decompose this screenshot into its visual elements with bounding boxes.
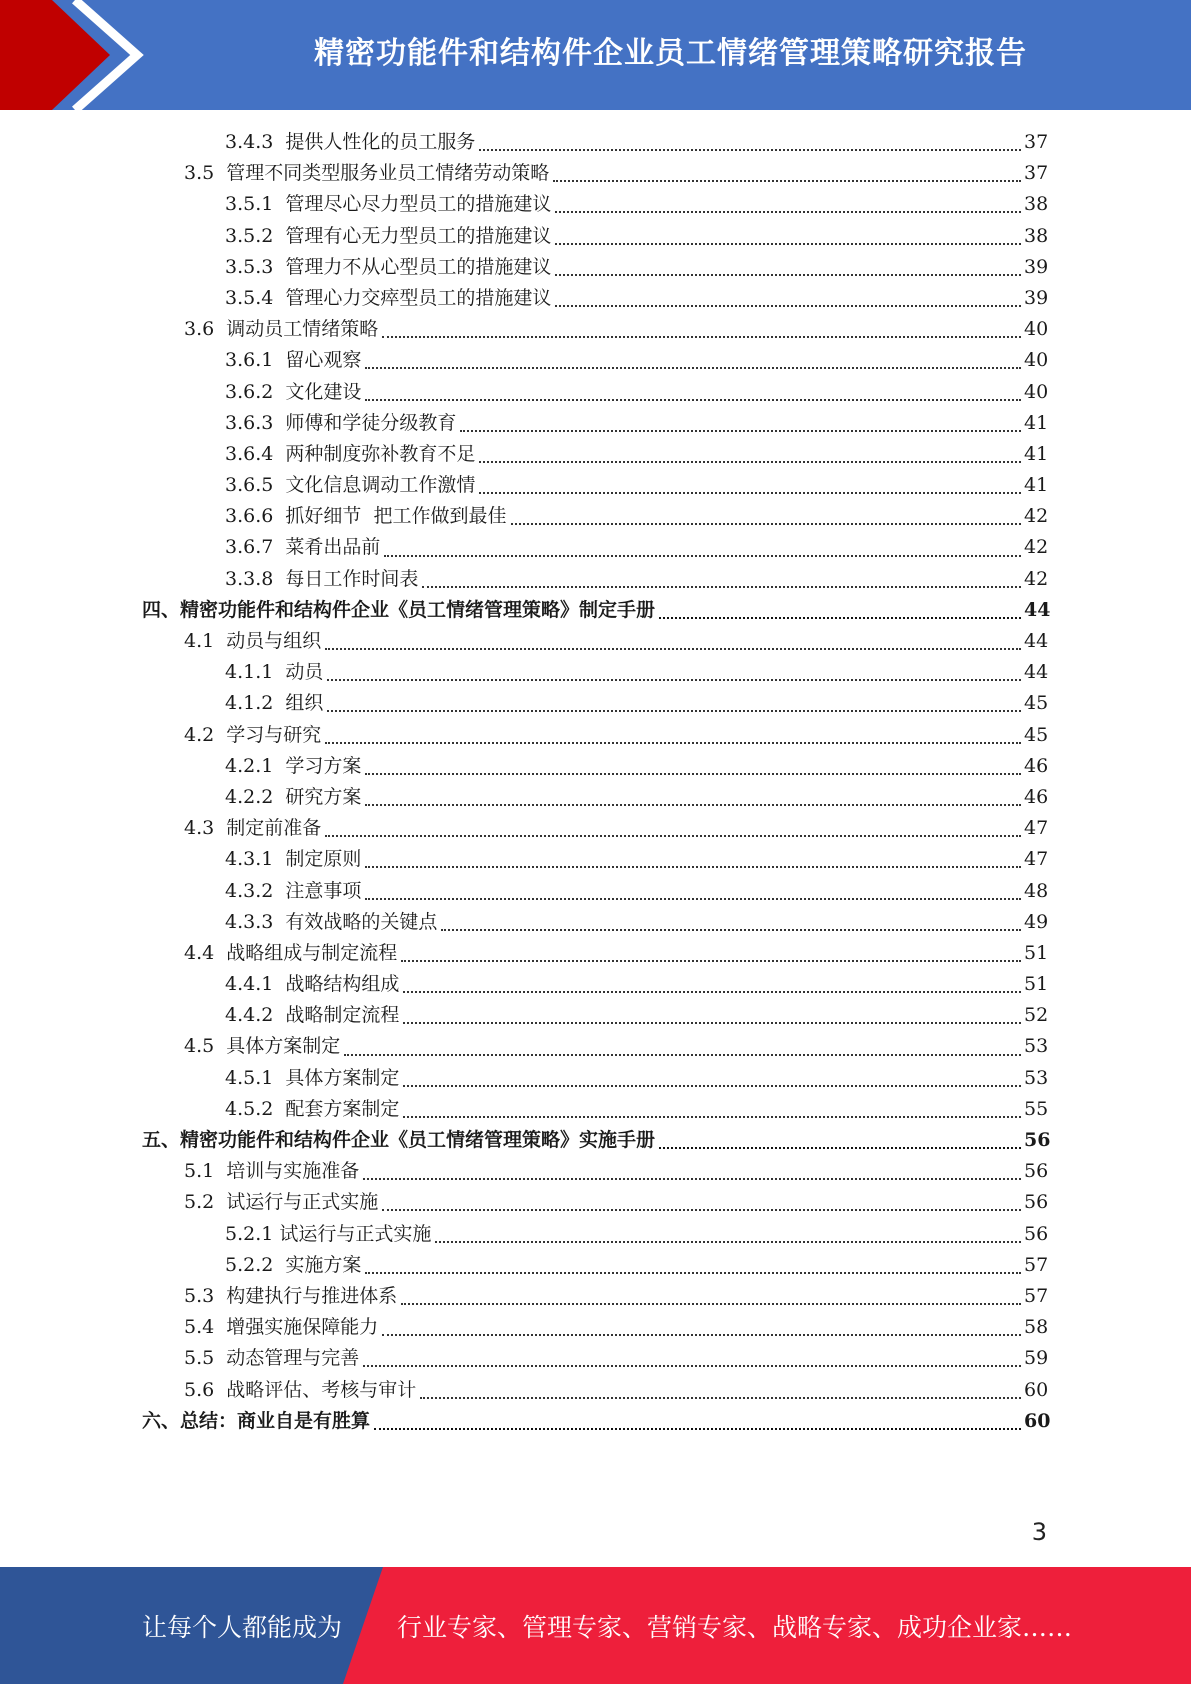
toc-entry-page: 47 bbox=[1024, 817, 1049, 840]
toc-dot-leader bbox=[327, 678, 1021, 681]
toc-entry-page: 46 bbox=[1024, 754, 1049, 777]
toc-entry-page: 52 bbox=[1024, 1004, 1049, 1027]
toc-entry-title: 四、精密功能件和结构件企业《员工情绪管理策略》制定手册 bbox=[142, 598, 656, 621]
toc-entry-page: 42 bbox=[1024, 567, 1049, 590]
toc-entry[interactable] bbox=[0, 1031, 1191, 1062]
toc-entry-page: 45 bbox=[1024, 692, 1049, 715]
toc-entry-page: 48 bbox=[1024, 879, 1049, 902]
toc-entry[interactable] bbox=[0, 1219, 1191, 1250]
page-number: 3 bbox=[1031, 1518, 1047, 1546]
toc-entry-page: 60 bbox=[1024, 1378, 1049, 1401]
toc-entry-page: 42 bbox=[1024, 505, 1049, 528]
toc-dot-leader bbox=[365, 772, 1021, 775]
toc-entry-title: 4.3 制定前准备 bbox=[184, 817, 322, 840]
toc-dot-leader bbox=[420, 1396, 1021, 1399]
toc-dot-leader bbox=[659, 1146, 1021, 1149]
toc-entry-title: 4.3.1 制定原则 bbox=[225, 848, 362, 871]
toc-entry[interactable] bbox=[0, 969, 1191, 1000]
toc-entry[interactable] bbox=[0, 688, 1191, 719]
page-header bbox=[0, 0, 1191, 110]
toc-dot-leader bbox=[363, 1177, 1021, 1180]
toc-entry-page: 57 bbox=[1024, 1253, 1049, 1276]
toc-dot-leader bbox=[382, 1333, 1021, 1336]
toc-entry[interactable] bbox=[0, 626, 1191, 657]
toc-entry[interactable] bbox=[0, 1250, 1191, 1281]
toc-entry[interactable] bbox=[0, 907, 1191, 938]
toc-entry[interactable] bbox=[0, 158, 1191, 189]
toc-dot-leader bbox=[365, 1271, 1021, 1274]
toc-entry-page: 59 bbox=[1024, 1347, 1049, 1370]
toc-dot-leader bbox=[479, 148, 1021, 151]
toc-entry[interactable] bbox=[0, 1094, 1191, 1125]
toc-entry[interactable] bbox=[0, 751, 1191, 782]
toc-dot-leader bbox=[553, 179, 1021, 182]
toc-entry[interactable] bbox=[0, 1063, 1191, 1094]
toc-entry-title: 3.5.2 管理有心无力型员工的措施建议 bbox=[225, 224, 552, 247]
toc-entry-page: 58 bbox=[1024, 1316, 1049, 1339]
toc-entry-title: 4.5.1 具体方案制定 bbox=[225, 1066, 400, 1089]
toc-entry[interactable] bbox=[0, 1406, 1191, 1437]
toc-entry-title: 六、总结：商业自是有胜算 bbox=[142, 1409, 371, 1432]
toc-entry-title: 5.2 试运行与正式实施 bbox=[184, 1191, 379, 1214]
toc-entry-page: 51 bbox=[1024, 941, 1049, 964]
toc-entry[interactable] bbox=[0, 564, 1191, 595]
page-title: 精密功能件和结构件企业员工情绪管理策略研究报告 bbox=[314, 36, 1027, 71]
toc-dot-leader bbox=[365, 897, 1021, 900]
toc-entry[interactable] bbox=[0, 813, 1191, 844]
toc-entry-page: 57 bbox=[1024, 1284, 1049, 1307]
toc-entry[interactable] bbox=[0, 345, 1191, 376]
toc-entry-title: 5.2.1 试运行与正式实施 bbox=[225, 1222, 432, 1245]
toc-entry-page: 55 bbox=[1024, 1097, 1049, 1120]
toc-entry[interactable] bbox=[0, 470, 1191, 501]
toc-entry-title: 4.5.2 配套方案制定 bbox=[225, 1097, 400, 1120]
toc-entry[interactable] bbox=[0, 1312, 1191, 1343]
toc-dot-leader bbox=[384, 554, 1021, 557]
toc-entry[interactable] bbox=[0, 1156, 1191, 1187]
footer-slogan-right: 行业专家、管理专家、营销专家、战略专家、成功企业家…… bbox=[397, 1612, 1073, 1642]
toc-entry-page: 56 bbox=[1024, 1129, 1051, 1151]
toc-entry-title: 4.3.2 注意事项 bbox=[225, 879, 362, 902]
toc-dot-leader bbox=[403, 990, 1021, 993]
toc-entry-title: 4.1.2 组织 bbox=[225, 692, 324, 715]
toc-entry[interactable] bbox=[0, 532, 1191, 563]
toc-entry[interactable] bbox=[0, 1343, 1191, 1374]
toc-dot-leader bbox=[555, 304, 1021, 307]
toc-entry-title: 3.4.3 提供人性化的员工服务 bbox=[225, 131, 476, 153]
toc-dot-leader bbox=[441, 928, 1021, 931]
toc-entry-page: 41 bbox=[1024, 474, 1049, 497]
toc-entry-title: 4.1.1 动员 bbox=[225, 661, 324, 684]
toc-entry[interactable] bbox=[0, 189, 1191, 220]
toc-dot-leader bbox=[555, 210, 1021, 213]
toc-entry-title: 5.3 构建执行与推进体系 bbox=[184, 1284, 398, 1307]
toc-entry[interactable] bbox=[0, 657, 1191, 688]
toc-entry-title: 3.6.5 文化信息调动工作激情 bbox=[225, 474, 476, 497]
toc-dot-leader bbox=[555, 273, 1021, 276]
toc-entry-title: 3.5.1 管理尽心尽力型员工的措施建议 bbox=[225, 193, 552, 216]
toc-entry-title: 5.5 动态管理与完善 bbox=[184, 1347, 360, 1370]
toc-dot-leader bbox=[401, 1302, 1021, 1305]
toc-entry-title: 3.6 调动员工情绪策略 bbox=[184, 318, 379, 341]
toc-entry-title: 4.2 学习与研究 bbox=[184, 723, 322, 746]
toc-dot-leader bbox=[403, 1115, 1021, 1118]
toc-dot-leader bbox=[555, 242, 1021, 245]
toc-entry-title: 4.4.1 战略结构组成 bbox=[225, 973, 400, 996]
toc-dot-leader bbox=[365, 803, 1021, 806]
toc-entry-page: 46 bbox=[1024, 785, 1049, 808]
toc-dot-leader bbox=[479, 460, 1021, 463]
toc-entry-title: 3.6.4 两种制度弥补教育不足 bbox=[225, 442, 476, 465]
toc-entry-page: 41 bbox=[1024, 442, 1049, 465]
toc-dot-leader bbox=[325, 741, 1021, 744]
toc-entry-title: 3.5 管理不同类型服务业员工情绪劳动策略 bbox=[184, 162, 550, 185]
toc-dot-leader bbox=[374, 1427, 1021, 1430]
toc-dot-leader bbox=[403, 1021, 1021, 1024]
toc-entry[interactable] bbox=[0, 439, 1191, 470]
toc-entry[interactable] bbox=[0, 1187, 1191, 1218]
toc-entry-page: 38 bbox=[1024, 224, 1049, 247]
toc-entry-title: 4.1 动员与组织 bbox=[184, 630, 322, 652]
toc-entry-page: 44 bbox=[1024, 630, 1049, 652]
toc-entry-page: 38 bbox=[1024, 193, 1049, 216]
toc-entry-title: 5.4 增强实施保障能力 bbox=[184, 1316, 379, 1339]
toc-entry-title: 4.4 战略组成与制定流程 bbox=[184, 941, 398, 964]
toc-entry-title: 4.3.3 有效战略的关键点 bbox=[225, 910, 438, 933]
toc-entry[interactable] bbox=[0, 283, 1191, 314]
toc-entry-title: 5.6 战略评估、考核与审计 bbox=[184, 1378, 417, 1401]
toc-entry-page: 40 bbox=[1024, 318, 1049, 341]
toc-entry[interactable] bbox=[0, 221, 1191, 252]
toc-entry[interactable] bbox=[0, 876, 1191, 907]
toc-entry-page: 42 bbox=[1024, 536, 1049, 559]
toc-entry-page: 44 bbox=[1024, 661, 1049, 684]
toc-entry[interactable] bbox=[0, 782, 1191, 813]
toc-entry-page: 47 bbox=[1024, 848, 1049, 871]
toc-entry-title: 5.2.2 实施方案 bbox=[225, 1253, 362, 1276]
toc-entry-page: 56 bbox=[1024, 1191, 1049, 1214]
toc-entry-title: 3.6.2 文化建设 bbox=[225, 380, 362, 403]
toc-entry-page: 39 bbox=[1024, 286, 1049, 309]
toc-dot-leader bbox=[344, 1053, 1021, 1056]
toc-entry[interactable] bbox=[0, 127, 1191, 158]
toc-entry-title: 3.5.3 管理力不从心型员工的措施建议 bbox=[225, 255, 552, 278]
toc-dot-leader bbox=[401, 959, 1021, 962]
toc-entry[interactable] bbox=[0, 314, 1191, 345]
toc-dot-leader bbox=[325, 647, 1021, 650]
toc-dot-leader bbox=[403, 1084, 1021, 1087]
toc-dot-leader bbox=[460, 429, 1021, 432]
table-of-contents bbox=[0, 127, 1191, 1437]
toc-entry-title: 3.3.8 每日工作时间表 bbox=[225, 567, 419, 590]
toc-dot-leader bbox=[325, 834, 1021, 837]
toc-entry-page: 45 bbox=[1024, 723, 1049, 746]
toc-dot-leader bbox=[479, 491, 1021, 494]
toc-entry-page: 37 bbox=[1024, 162, 1049, 185]
toc-entry-title: 4.4.2 战略制定流程 bbox=[225, 1004, 400, 1027]
toc-entry-page: 60 bbox=[1024, 1409, 1051, 1432]
toc-entry[interactable] bbox=[0, 720, 1191, 751]
toc-entry-title: 3.6.7 菜肴出品前 bbox=[225, 536, 381, 559]
toc-dot-leader bbox=[435, 1240, 1021, 1243]
toc-dot-leader bbox=[365, 398, 1021, 401]
toc-entry[interactable] bbox=[0, 1281, 1191, 1312]
toc-entry-page: 44 bbox=[1024, 598, 1051, 621]
toc-entry[interactable] bbox=[0, 1375, 1191, 1406]
toc-entry-title: 3.6.3 师傅和学徒分级教育 bbox=[225, 411, 457, 434]
toc-entry-page: 37 bbox=[1024, 131, 1049, 153]
toc-entry-page: 39 bbox=[1024, 255, 1049, 278]
toc-entry-page: 41 bbox=[1024, 411, 1049, 434]
toc-entry-title: 3.6.1 留心观察 bbox=[225, 349, 362, 372]
toc-dot-leader bbox=[365, 366, 1021, 369]
toc-entry[interactable] bbox=[0, 501, 1191, 532]
toc-entry[interactable] bbox=[0, 377, 1191, 408]
toc-entry[interactable] bbox=[0, 595, 1191, 626]
toc-entry-page: 51 bbox=[1024, 973, 1049, 996]
toc-entry-title: 3.6.6 抓好细节 把工作做到最佳 bbox=[225, 505, 507, 528]
toc-entry-page: 40 bbox=[1024, 380, 1049, 403]
toc-dot-leader bbox=[511, 522, 1021, 525]
toc-dot-leader bbox=[327, 709, 1021, 712]
toc-entry-page: 56 bbox=[1024, 1160, 1049, 1183]
toc-entry-page: 53 bbox=[1024, 1035, 1049, 1058]
toc-entry[interactable] bbox=[0, 1000, 1191, 1031]
toc-entry-title: 五、精密功能件和结构件企业《员工情绪管理策略》实施手册 bbox=[142, 1129, 656, 1151]
toc-entry-title: 4.2.2 研究方案 bbox=[225, 785, 362, 808]
toc-dot-leader bbox=[382, 1208, 1021, 1211]
toc-entry-page: 40 bbox=[1024, 349, 1049, 372]
toc-entry-page: 53 bbox=[1024, 1066, 1049, 1089]
toc-entry[interactable] bbox=[0, 938, 1191, 969]
toc-entry-title: 3.5.4 管理心力交瘁型员工的措施建议 bbox=[225, 286, 552, 309]
toc-entry-title: 4.5 具体方案制定 bbox=[184, 1035, 341, 1058]
toc-entry[interactable] bbox=[0, 1125, 1191, 1156]
toc-dot-leader bbox=[422, 585, 1021, 588]
toc-entry-title: 4.2.1 学习方案 bbox=[225, 754, 362, 777]
toc-entry[interactable] bbox=[0, 408, 1191, 439]
toc-entry-title: 5.1 培训与实施准备 bbox=[184, 1160, 360, 1183]
toc-entry[interactable] bbox=[0, 844, 1191, 875]
toc-entry[interactable] bbox=[0, 252, 1191, 283]
toc-dot-leader bbox=[365, 865, 1021, 868]
page-footer bbox=[0, 1567, 1191, 1684]
toc-dot-leader bbox=[659, 616, 1021, 619]
toc-entry-page: 56 bbox=[1024, 1222, 1049, 1245]
toc-dot-leader bbox=[382, 335, 1021, 338]
toc-dot-leader bbox=[363, 1364, 1021, 1367]
toc-entry-page: 49 bbox=[1024, 910, 1049, 933]
footer-slogan-left: 让每个人都能成为 bbox=[142, 1612, 343, 1642]
